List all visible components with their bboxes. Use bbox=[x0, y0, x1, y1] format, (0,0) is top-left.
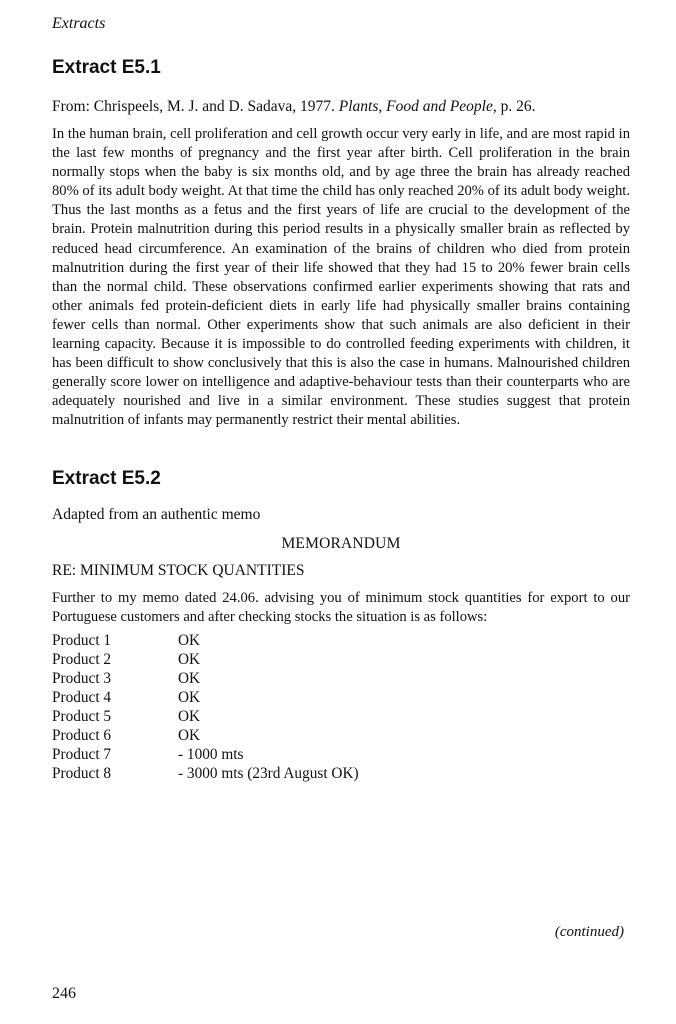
page-number: 246 bbox=[52, 985, 76, 1002]
memo-title: MEMORANDUM bbox=[281, 534, 401, 552]
product-row bbox=[52, 745, 630, 764]
document-page bbox=[52, 14, 630, 783]
extract-e5-1-body: In the human brain, cell proliferation and cell growth occur very early in life, and are most rapid in the last few months of pregnancy and the first year after birth. Cell proliferation in the brain normally stops when the baby is six months old, and by age three the brain has already reached 80% of its adult body weight. At that time the child has only reached 20% of its adult body weight. Thus the last months as a fetus and the first years of life are crucial to the development of the brain. Protein malnutrition during this period results in a physically smaller brain as reflected by reduced head circumference. An examination of the brains of children who died from protein malnutrition during the first year of their life showed that they had 15 to 20% fewer brain cells than the normal child. These observations confirmed earlier experiments showing that rats and other animals fed protein-deficient diets in early life had physically smaller brains containing fewer cells than normal. Other experiments show that such animals are also deficient in their learning capacity. Because it is impossible to do controlled feeding experiments with children, it has been difficult to show conclusively that this is also the case in humans. Malnourished children generally score lower on intelligence and adaptive-behaviour tests than their counterparts who are adequately nourished and live in a similar environment. These studies suggest that protein malnutrition of infants may permanently restrict their mental abilities. bbox=[52, 126, 630, 429]
product-status: OK bbox=[178, 631, 201, 649]
product-row bbox=[52, 650, 630, 669]
product-row bbox=[52, 764, 630, 783]
extract-e5-1-source bbox=[52, 97, 630, 117]
product-row bbox=[52, 631, 630, 650]
product-row bbox=[52, 726, 630, 745]
source-citation: From: Chrispeels, M. J. and D. Sadava, 1977. bbox=[52, 98, 339, 115]
product-status: OK bbox=[178, 707, 201, 725]
memo-subject-line: RE: MINIMUM STOCK QUANTITIES bbox=[52, 561, 305, 579]
product-name: Product 7 bbox=[52, 746, 112, 764]
product-name: Product 4 bbox=[52, 688, 112, 706]
product-name: Product 2 bbox=[52, 650, 112, 668]
product-name: Product 8 bbox=[52, 765, 112, 783]
product-name: Product 1 bbox=[52, 631, 112, 649]
source-book-title: Plants, Food and People bbox=[338, 98, 493, 115]
continued-note: (continued) bbox=[554, 924, 624, 940]
running-head: Extracts bbox=[52, 15, 106, 32]
product-row bbox=[52, 707, 630, 726]
product-status: - 1000 mts bbox=[178, 746, 244, 764]
extract-e5-2-heading: Extract E5.2 bbox=[52, 467, 161, 489]
extract-e5-1-heading: Extract E5.1 bbox=[52, 57, 161, 78]
product-row bbox=[52, 688, 630, 707]
product-name: Product 5 bbox=[52, 707, 112, 725]
product-list bbox=[52, 631, 630, 784]
product-name: Product 3 bbox=[52, 669, 112, 687]
product-status: OK bbox=[178, 726, 201, 744]
memo-body: Further to my memo dated 24.06. advising you of minimum stock quantities for export to our Portuguese customers and after checking stocks the situation is as follows: bbox=[52, 589, 630, 625]
product-status: OK bbox=[178, 669, 201, 687]
extract-e5-2-adapted-note: Adapted from an authentic memo bbox=[52, 505, 261, 523]
product-row bbox=[52, 669, 630, 688]
product-status: OK bbox=[178, 650, 201, 668]
source-page-ref: , p. 26. bbox=[492, 98, 536, 115]
product-status: OK bbox=[178, 688, 201, 706]
product-status: - 3000 mts (23rd August OK) bbox=[178, 765, 359, 783]
product-name: Product 6 bbox=[52, 726, 112, 744]
